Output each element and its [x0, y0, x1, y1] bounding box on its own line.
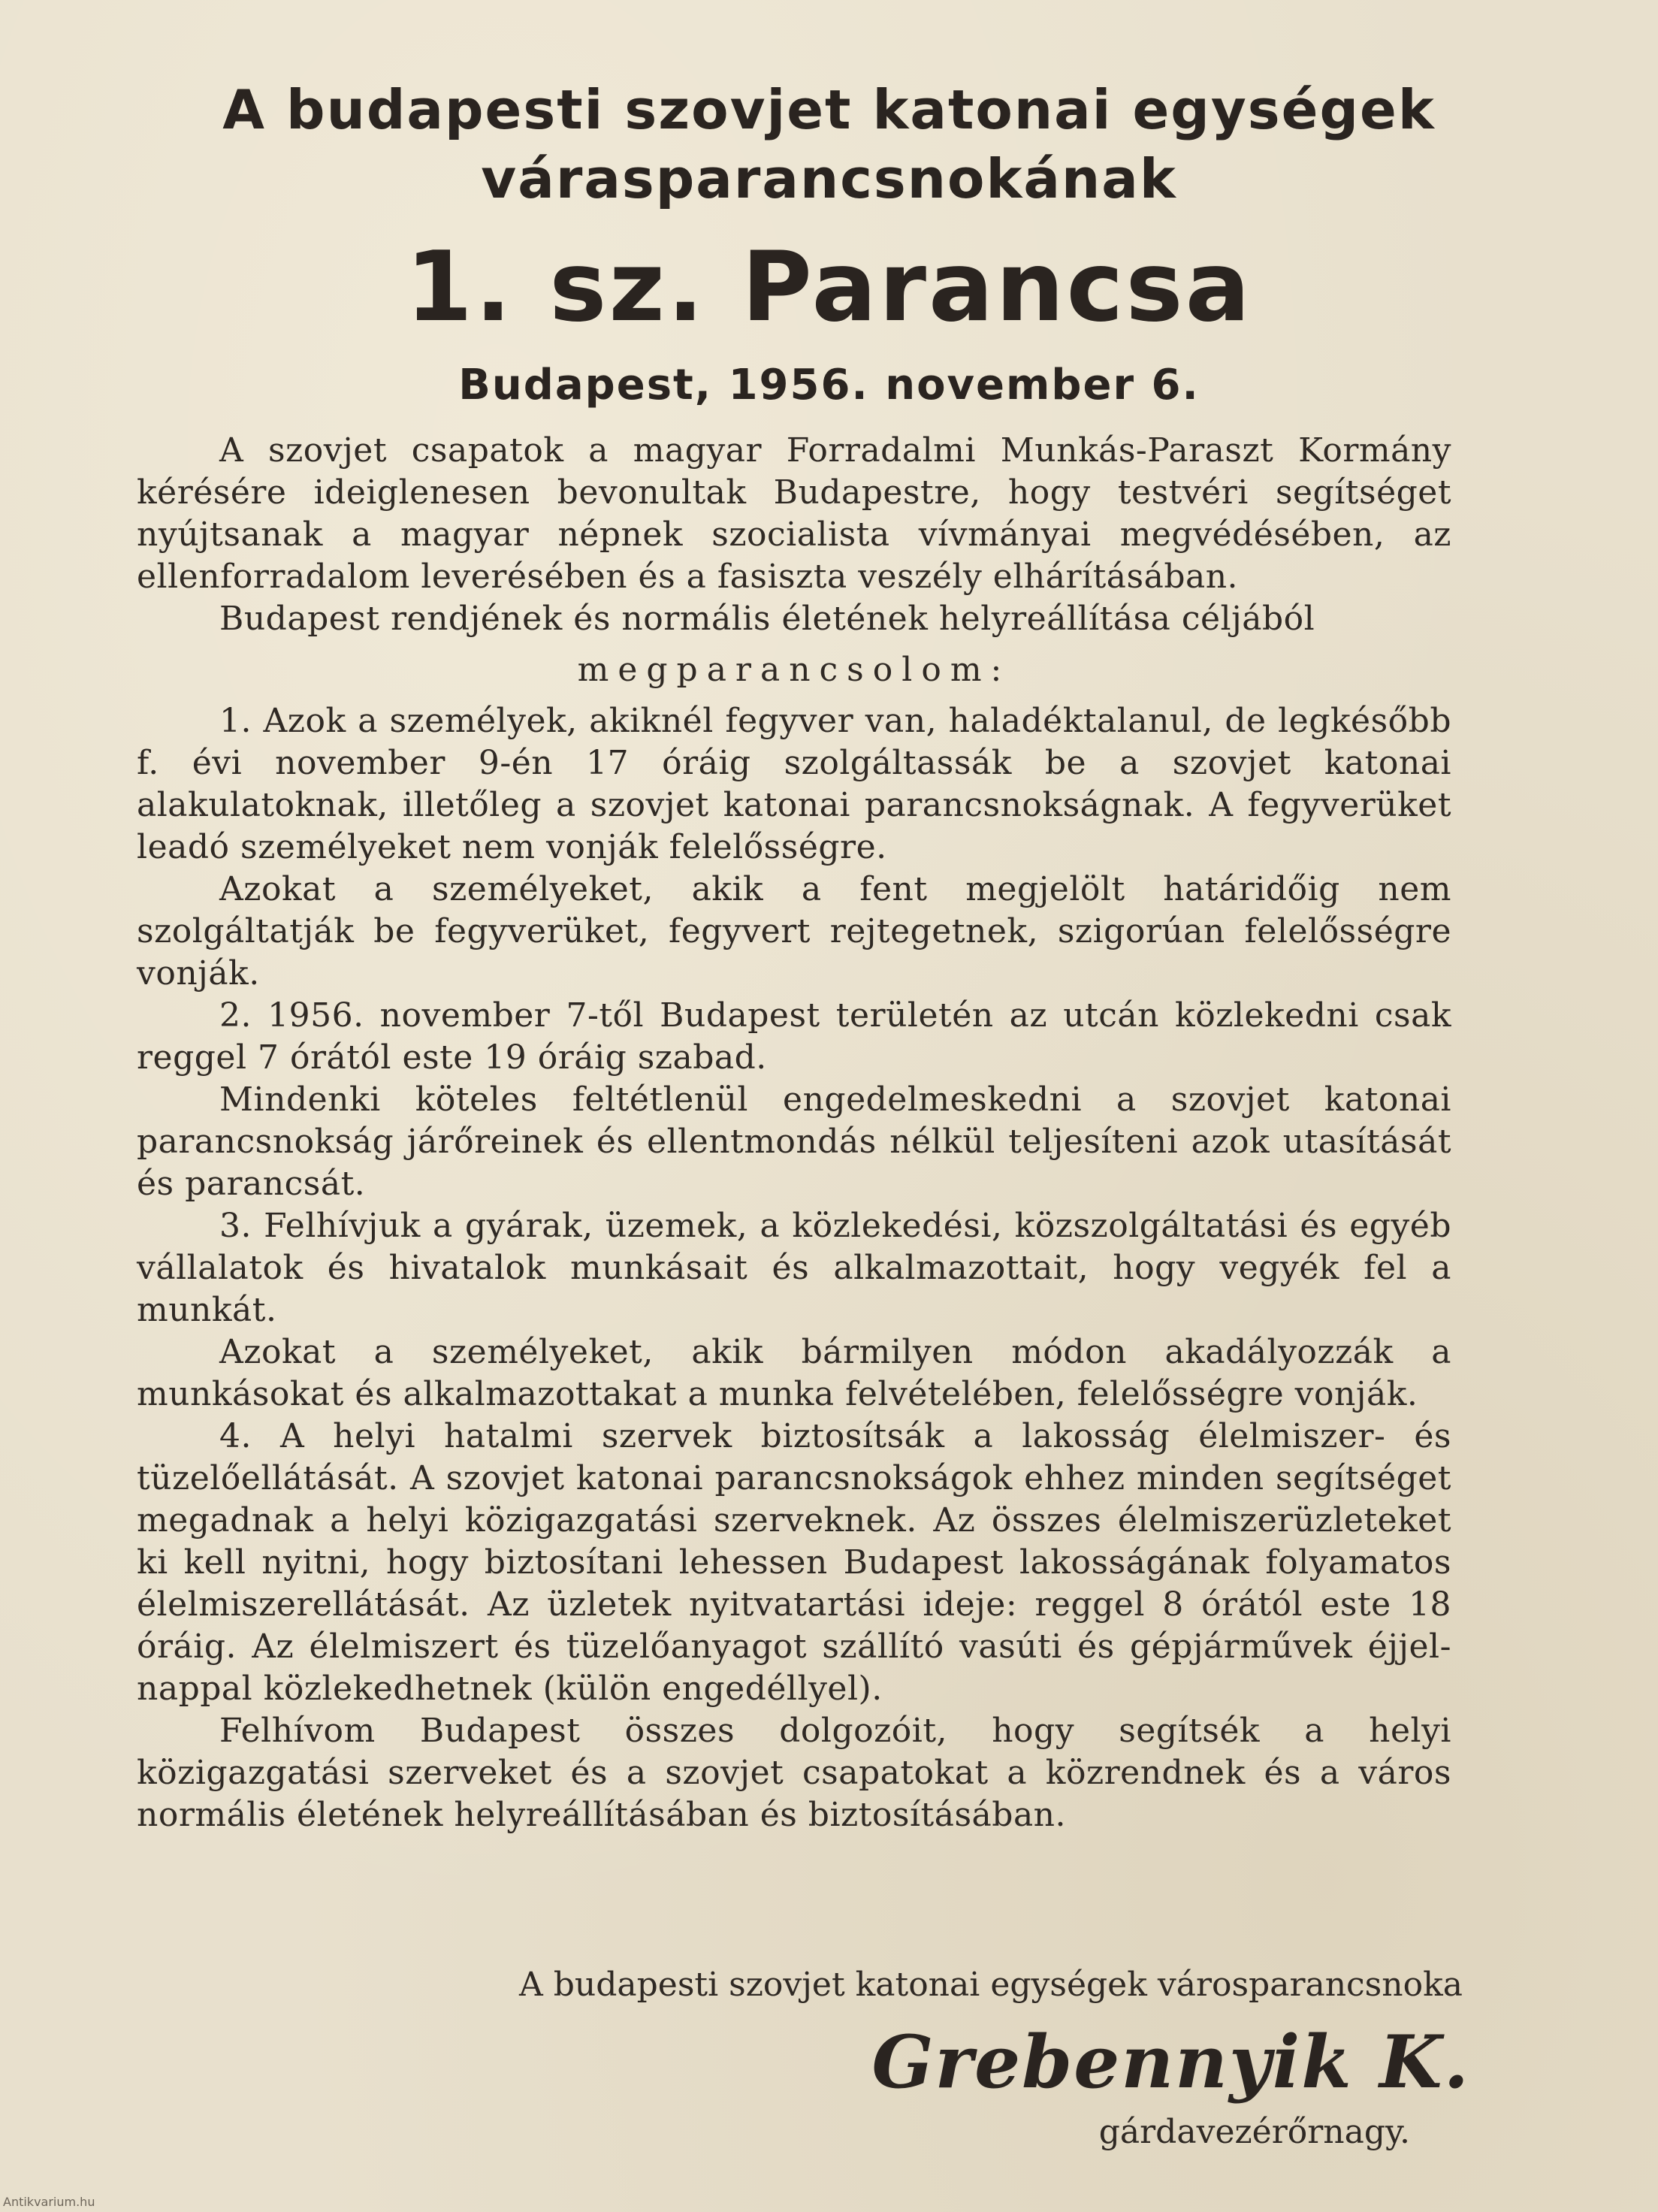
point-3-continued: Azokat a személyeket, akik bármilyen módon akadályozzák a munkásokat és alkalmazottakat a munka felvételében, felelősségre vonják. — [137, 1333, 1451, 1413]
order-title: 1. sz. Parancsa — [406, 231, 1252, 343]
point-2-continued: Mindenki köteles feltétlenül engedelmeskedni a szovjet katonai parancsnokság járőreinek és ellentmondás nélkül teljesíteni azok utasítását és parancsát. — [137, 1080, 1451, 1203]
point-2: 2. 1956. november 7-től Budapest területén az utcán közlekedni csak reggel 7 órától este 19 óráig szabad. — [137, 996, 1451, 1077]
signer-rank: gárdavezérőrnagy. — [1098, 2113, 1410, 2151]
intro-paragraph: A szovjet csapatok a magyar Forradalmi Munkás-Paraszt Kormány kérésére ideiglenesen bevonultak Budapestre, hogy testvéri segítséget nyújtsanak a magyar népnek szocialista vívmányai megvédésében, az ellenforradalom leverésében és a fasiszta veszély elhárításában. — [137, 431, 1451, 596]
point-1-continued: Azokat a személyeket, akik a fent megjelölt határidőig nem szolgáltatják be fegyverüket, fegyvert rejtegetnek, szigorúan felelősségre vonják. — [137, 870, 1451, 993]
signature-name: Grebennyik K. — [871, 2020, 1470, 2105]
command-line: megparancsolom: — [577, 651, 1011, 689]
point-1: 1. Azok a személyek, akiknél fegyver van, haladéktalanul, de legkésőbb f. évi november 9-én 17 óráig szolgáltassák be a szovjet katonai alakulatoknak, illetőleg a szovjet katonai parancsnokságnak. A fegyverüket leadó személyeket nem vonják felelősségre. — [137, 702, 1451, 866]
point-3: 3. Felhívjuk a gyárak, üzemek, a közlekedési, közszolgáltatási és egyéb vállalatok és hivatalok munkásait és alkalmazottait, hogy vegyék fel a munkát. — [137, 1207, 1451, 1329]
point-4: 4. A helyi hatalmi szervek biztosítsák a lakosság élelmiszer- és tüzelőellátását. A szovjet katonai parancsnokságok ehhez minden segítséget megadnak a helyi közigazgatási szerveknek. Az összes élelmiszerüzleteket ki kell nyitni, hogy biztosítani lehessen Budapest lakosságának folyamatos élelmiszerellátását. Az üzletek nyitvatartási ideje: reggel 8 órától este 18 óráig. Az élelmiszert és tüzelőanyagot szállító vasúti és gépjárművek éjjel-nappal közlekedhetnek (külön engedéllyel). — [137, 1417, 1451, 1708]
watermark: Antikvarium.hu — [3, 2195, 95, 2209]
purpose-paragraph: Budapest rendjének és normális életének helyreállítása céljából — [219, 600, 1315, 638]
place-date: Budapest, 1956. november 6. — [458, 361, 1200, 409]
order-body — [137, 430, 1451, 1836]
heading-line-1: A budapesti szovjet katonai egységek — [222, 78, 1436, 141]
appeal-paragraph: Felhívom Budapest összes dolgozóit, hogy segítsék a helyi közigazgatási szerveket és a szovjet csapatokat a közrendnek és a város normális életének helyreállításában és biztosításában. — [137, 1712, 1451, 1834]
heading-line-2: várasparancsnokának — [481, 147, 1177, 210]
signer-title: A budapesti szovjet katonai egységek városparancsnoka — [518, 1966, 1463, 2004]
